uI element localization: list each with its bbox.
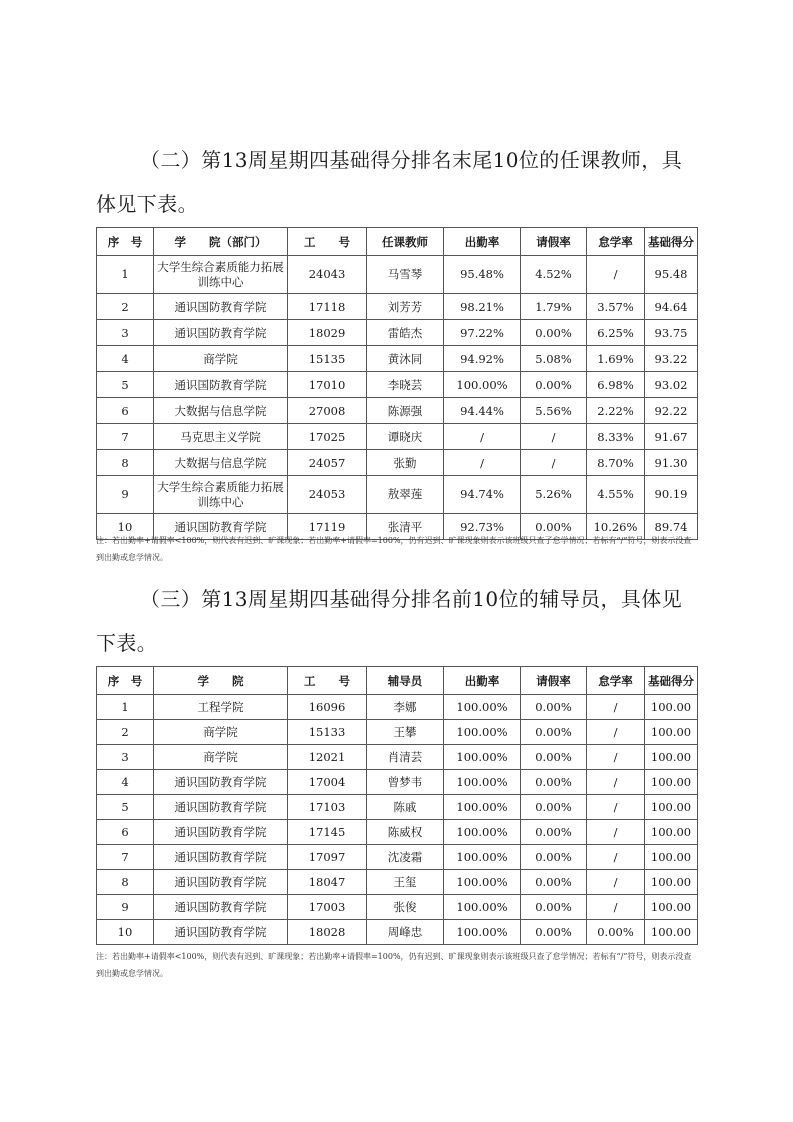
cell-absence-rate: /: [587, 695, 645, 720]
cell-base-score: 91.30: [645, 450, 698, 476]
cell-leave-rate: 0.00%: [521, 770, 587, 795]
column-header-department: 学 院（部门）: [154, 228, 288, 256]
cell-name: 王攀: [367, 720, 444, 745]
cell-absence-rate: /: [587, 256, 645, 294]
column-header-leave-rate: 请假率: [521, 667, 587, 695]
cell-rank: 7: [97, 424, 154, 450]
cell-rank: 8: [97, 870, 154, 895]
table-row: [97, 398, 698, 424]
column-header-name: 辅导员: [367, 667, 444, 695]
cell-staff-id: 18029: [288, 320, 367, 346]
cell-base-score: 100.00: [645, 870, 698, 895]
cell-rank: 2: [97, 294, 154, 320]
column-header-absence-rate: 怠学率: [587, 228, 645, 256]
cell-rank: 9: [97, 476, 154, 514]
cell-attendance-rate: 100.00%: [444, 820, 521, 845]
cell-staff-id: 15133: [288, 720, 367, 745]
cell-attendance-rate: /: [444, 424, 521, 450]
cell-department: 工程学院: [154, 695, 288, 720]
cell-attendance-rate: 100.00%: [444, 920, 521, 945]
table-row: [97, 895, 698, 920]
cell-attendance-rate: 92.73%: [444, 514, 521, 540]
cell-base-score: 92.22: [645, 398, 698, 424]
table-row: [97, 695, 698, 720]
cell-department: 通识国防教育学院: [154, 845, 288, 870]
cell-leave-rate: 0.00%: [521, 870, 587, 895]
cell-rank: 8: [97, 450, 154, 476]
cell-base-score: 100.00: [645, 695, 698, 720]
cell-absence-rate: /: [587, 795, 645, 820]
cell-staff-id: 17097: [288, 845, 367, 870]
cell-base-score: 93.02: [645, 372, 698, 398]
cell-name: 敖翠莲: [367, 476, 444, 514]
cell-department: 通识国防教育学院: [154, 795, 288, 820]
cell-name: 曾梦韦: [367, 770, 444, 795]
table-row: [97, 424, 698, 450]
cell-department: 通识国防教育学院: [154, 895, 288, 920]
cell-base-score: 100.00: [645, 720, 698, 745]
cell-staff-id: 24057: [288, 450, 367, 476]
cell-attendance-rate: 100.00%: [444, 870, 521, 895]
section2-heading: （二）第13周星期四基础得分排名末尾10位的任课教师，具体见下表。: [96, 148, 683, 216]
cell-rank: 2: [97, 720, 154, 745]
cell-leave-rate: 0.00%: [521, 920, 587, 945]
cell-leave-rate: 0.00%: [521, 795, 587, 820]
cell-rank: 5: [97, 372, 154, 398]
table-row: [97, 256, 698, 294]
cell-base-score: 95.48: [645, 256, 698, 294]
cell-rank: 10: [97, 514, 154, 540]
cell-staff-id: 17025: [288, 424, 367, 450]
cell-name: 张勤: [367, 450, 444, 476]
cell-staff-id: 17003: [288, 895, 367, 920]
table-row: [97, 346, 698, 372]
cell-department: 通识国防教育学院: [154, 320, 288, 346]
table-body: [97, 256, 698, 540]
table-row: [97, 770, 698, 795]
cell-base-score: 93.75: [645, 320, 698, 346]
cell-absence-rate: 1.69%: [587, 346, 645, 372]
column-header-department: 学 院: [154, 667, 288, 695]
cell-name: 陈戚: [367, 795, 444, 820]
cell-leave-rate: 0.00%: [521, 320, 587, 346]
cell-department: 通识国防教育学院: [154, 770, 288, 795]
cell-base-score: 100.00: [645, 845, 698, 870]
column-header-staff-id: 工 号: [288, 228, 367, 256]
cell-attendance-rate: 100.00%: [444, 895, 521, 920]
cell-department: 大学生综合素质能力拓展训练中心: [154, 256, 288, 294]
cell-name: 王玺: [367, 870, 444, 895]
cell-absence-rate: 8.70%: [587, 450, 645, 476]
cell-staff-id: 17010: [288, 372, 367, 398]
cell-attendance-rate: 100.00%: [444, 745, 521, 770]
cell-department: 商学院: [154, 720, 288, 745]
cell-absence-rate: 8.33%: [587, 424, 645, 450]
cell-name: 刘芳芳: [367, 294, 444, 320]
cell-department: 通识国防教育学院: [154, 514, 288, 540]
cell-department: 大数据与信息学院: [154, 398, 288, 424]
table-row: [97, 820, 698, 845]
cell-leave-rate: 5.26%: [521, 476, 587, 514]
cell-absence-rate: 4.55%: [587, 476, 645, 514]
cell-name: 张清平: [367, 514, 444, 540]
cell-attendance-rate: 100.00%: [444, 795, 521, 820]
column-header-leave-rate: 请假率: [521, 228, 587, 256]
cell-department: 商学院: [154, 346, 288, 372]
cell-absence-rate: /: [587, 870, 645, 895]
cell-department: 大学生综合素质能力拓展训练中心: [154, 476, 288, 514]
table-row: [97, 294, 698, 320]
cell-base-score: 100.00: [645, 920, 698, 945]
cell-absence-rate: 6.98%: [587, 372, 645, 398]
column-header-attendance-rate: 出勤率: [444, 667, 521, 695]
cell-rank: 9: [97, 895, 154, 920]
cell-department: 通识国防教育学院: [154, 920, 288, 945]
cell-base-score: 100.00: [645, 820, 698, 845]
cell-attendance-rate: 95.48%: [444, 256, 521, 294]
cell-staff-id: 18028: [288, 920, 367, 945]
cell-attendance-rate: 97.22%: [444, 320, 521, 346]
table-row: [97, 720, 698, 745]
cell-base-score: 93.22: [645, 346, 698, 372]
cell-staff-id: 17004: [288, 770, 367, 795]
section2-note: 注：若出勤率+请假率<100%，则代表有迟到、旷课现象；若出勤率+请假率=100%，仍有迟到、旷课现象则表示该班级只查了怠学情况；若标有“/”符号，则表示没查到出勤或怠学情况。: [96, 536, 692, 562]
table-row: [97, 845, 698, 870]
cell-base-score: 100.00: [645, 770, 698, 795]
cell-absence-rate: /: [587, 820, 645, 845]
cell-staff-id: 27008: [288, 398, 367, 424]
cell-leave-rate: 0.00%: [521, 845, 587, 870]
cell-base-score: 89.74: [645, 514, 698, 540]
table-row: [97, 320, 698, 346]
cell-name: 陈源强: [367, 398, 444, 424]
cell-leave-rate: /: [521, 450, 587, 476]
table-row: [97, 450, 698, 476]
cell-rank: 1: [97, 695, 154, 720]
column-header-rank: 序 号: [97, 228, 154, 256]
cell-name: 雷皓杰: [367, 320, 444, 346]
cell-department: 通识国防教育学院: [154, 372, 288, 398]
cell-attendance-rate: 94.44%: [444, 398, 521, 424]
cell-staff-id: 24053: [288, 476, 367, 514]
cell-leave-rate: 0.00%: [521, 745, 587, 770]
column-header-base-score: 基础得分: [645, 228, 698, 256]
table-row: [97, 870, 698, 895]
cell-absence-rate: 2.22%: [587, 398, 645, 424]
cell-rank: 1: [97, 256, 154, 294]
table-row: [97, 745, 698, 770]
column-header-base-score: 基础得分: [645, 667, 698, 695]
cell-leave-rate: 5.56%: [521, 398, 587, 424]
cell-attendance-rate: 94.92%: [444, 346, 521, 372]
cell-rank: 7: [97, 845, 154, 870]
cell-rank: 5: [97, 795, 154, 820]
cell-attendance-rate: 98.21%: [444, 294, 521, 320]
cell-leave-rate: 5.08%: [521, 346, 587, 372]
cell-name: 谭晓庆: [367, 424, 444, 450]
cell-base-score: 100.00: [645, 795, 698, 820]
cell-name: 沈凌霜: [367, 845, 444, 870]
cell-name: 黄沐同: [367, 346, 444, 372]
cell-staff-id: 18047: [288, 870, 367, 895]
cell-attendance-rate: 100.00%: [444, 372, 521, 398]
cell-rank: 4: [97, 346, 154, 372]
cell-base-score: 100.00: [645, 895, 698, 920]
cell-staff-id: 17103: [288, 795, 367, 820]
cell-attendance-rate: 94.74%: [444, 476, 521, 514]
cell-staff-id: 15135: [288, 346, 367, 372]
cell-base-score: 100.00: [645, 745, 698, 770]
cell-leave-rate: 0.00%: [521, 895, 587, 920]
table-body: [97, 695, 698, 945]
cell-rank: 6: [97, 820, 154, 845]
cell-rank: 3: [97, 745, 154, 770]
cell-department: 大数据与信息学院: [154, 450, 288, 476]
cell-rank: 10: [97, 920, 154, 945]
column-header-rank: 序 号: [97, 667, 154, 695]
table-row: [97, 920, 698, 945]
cell-staff-id: 16096: [288, 695, 367, 720]
cell-name: 周峰忠: [367, 920, 444, 945]
cell-staff-id: 17145: [288, 820, 367, 845]
cell-absence-rate: /: [587, 770, 645, 795]
cell-rank: 3: [97, 320, 154, 346]
cell-leave-rate: 0.00%: [521, 514, 587, 540]
cell-leave-rate: 1.79%: [521, 294, 587, 320]
cell-name: 李娜: [367, 695, 444, 720]
cell-leave-rate: /: [521, 424, 587, 450]
cell-attendance-rate: /: [444, 450, 521, 476]
section3-note: 注：若出勤率+请假率<100%，则代表有迟到、旷课现象；若出勤率+请假率=100%，仍有迟到、旷课现象则表示该班级只查了怠学情况；若标有“/”符号，则表示没查到出勤或怠学情况。: [96, 952, 692, 978]
cell-absence-rate: /: [587, 845, 645, 870]
section3-heading: （三）第13周星期四基础得分排名前10位的辅导员，具体见下表。: [96, 587, 683, 655]
cell-department: 通识国防教育学院: [154, 820, 288, 845]
cell-staff-id: 17119: [288, 514, 367, 540]
cell-absence-rate: /: [587, 720, 645, 745]
cell-attendance-rate: 100.00%: [444, 720, 521, 745]
cell-department: 商学院: [154, 745, 288, 770]
table-row: [97, 476, 698, 514]
cell-department: 通识国防教育学院: [154, 870, 288, 895]
column-header-staff-id: 工 号: [288, 667, 367, 695]
cell-absence-rate: 6.25%: [587, 320, 645, 346]
cell-department: 通识国防教育学院: [154, 294, 288, 320]
cell-department: 马克思主义学院: [154, 424, 288, 450]
column-header-absence-rate: 怠学率: [587, 667, 645, 695]
column-header-name: 任课教师: [367, 228, 444, 256]
cell-absence-rate: 3.57%: [587, 294, 645, 320]
cell-rank: 6: [97, 398, 154, 424]
cell-base-score: 91.67: [645, 424, 698, 450]
table-header-row: [97, 667, 698, 695]
cell-base-score: 94.64: [645, 294, 698, 320]
cell-leave-rate: 0.00%: [521, 720, 587, 745]
cell-absence-rate: /: [587, 895, 645, 920]
cell-name: 肖清芸: [367, 745, 444, 770]
cell-attendance-rate: 100.00%: [444, 845, 521, 870]
column-header-attendance-rate: 出勤率: [444, 228, 521, 256]
cell-name: 李晓芸: [367, 372, 444, 398]
cell-absence-rate: 10.26%: [587, 514, 645, 540]
cell-staff-id: 24043: [288, 256, 367, 294]
cell-base-score: 90.19: [645, 476, 698, 514]
cell-name: 张俊: [367, 895, 444, 920]
cell-name: 马雪琴: [367, 256, 444, 294]
cell-staff-id: 12021: [288, 745, 367, 770]
cell-name: 陈威权: [367, 820, 444, 845]
table-row: [97, 372, 698, 398]
cell-leave-rate: 0.00%: [521, 695, 587, 720]
cell-absence-rate: /: [587, 745, 645, 770]
cell-absence-rate: 0.00%: [587, 920, 645, 945]
cell-leave-rate: 4.52%: [521, 256, 587, 294]
table-header-row: [97, 228, 698, 256]
teacher-bottom10-table: [96, 227, 698, 540]
cell-leave-rate: 0.00%: [521, 820, 587, 845]
cell-attendance-rate: 100.00%: [444, 770, 521, 795]
table-row: [97, 795, 698, 820]
cell-rank: 4: [97, 770, 154, 795]
cell-staff-id: 17118: [288, 294, 367, 320]
counselor-top10-table: [96, 666, 698, 945]
cell-leave-rate: 0.00%: [521, 372, 587, 398]
cell-attendance-rate: 100.00%: [444, 695, 521, 720]
